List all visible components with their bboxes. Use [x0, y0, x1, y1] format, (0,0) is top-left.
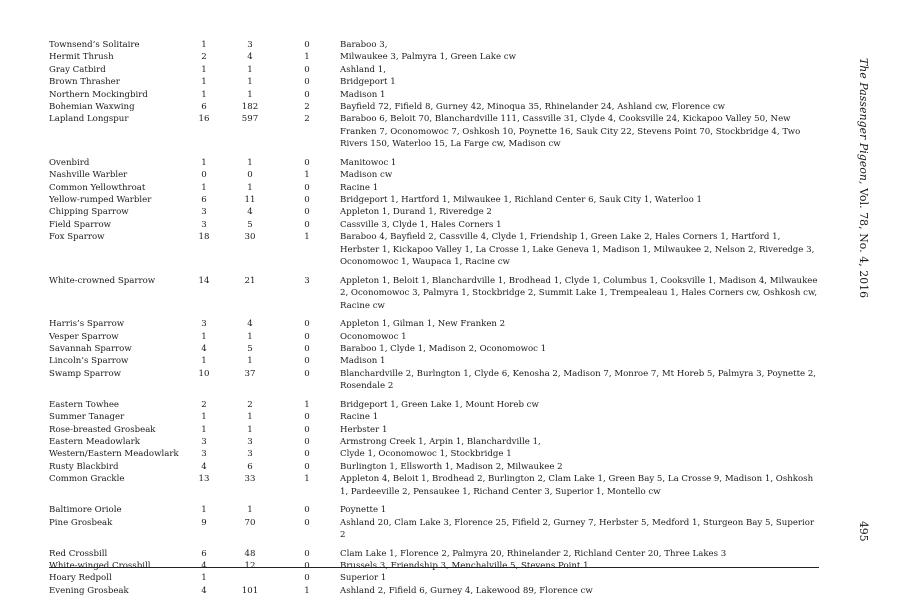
- count-col-2: 3: [247, 436, 253, 447]
- count-col-2: 11: [244, 195, 256, 206]
- species-name: White-winged Crossbill: [49, 560, 151, 571]
- table-row: [49, 473, 819, 498]
- table-row: [49, 504, 819, 516]
- count-col-3: 0: [304, 368, 310, 379]
- count-col-1: 1: [201, 573, 207, 584]
- count-col-2: 1: [247, 77, 253, 88]
- species-name: Field Sparrow: [49, 219, 112, 230]
- table-row: [49, 399, 819, 411]
- table-row: [49, 343, 819, 355]
- count-col-1: 6: [201, 548, 207, 559]
- table-row: [49, 113, 819, 150]
- count-col-1: 0: [201, 170, 207, 181]
- locations-cell: Manitowoc 1: [340, 157, 397, 168]
- species-name: Yellow-rumped Warbler: [49, 195, 152, 206]
- count-col-3: 1: [304, 585, 310, 596]
- table-row: [49, 169, 819, 181]
- count-col-3: 0: [304, 319, 310, 330]
- species-name: Common Yellowthroat: [49, 182, 146, 193]
- species-name: White-crowned Sparrow: [49, 275, 156, 286]
- count-col-2: 1: [247, 89, 253, 100]
- count-col-3: 0: [304, 207, 310, 218]
- species-name: Townsend’s Solitaire: [49, 40, 140, 50]
- species-name: Brown Thrasher: [49, 77, 120, 88]
- species-name: Evening Grosbeak: [49, 585, 129, 596]
- species-name: Western/Eastern Meadowlark: [49, 449, 179, 460]
- locations-cell: Madison cw: [340, 170, 393, 181]
- species-name: Pine Grosbeak: [49, 517, 113, 528]
- count-col-2: 5: [247, 219, 253, 230]
- count-col-1: 3: [201, 449, 207, 460]
- locations-cell: Armstrong Creek 1, Arpin 1, Blanchardville 1,: [340, 436, 541, 447]
- table-row: [49, 51, 819, 63]
- count-col-2: 101: [241, 585, 259, 596]
- locations-cell: Bridgeport 1, Green Lake 1, Mount Horeb cw: [340, 399, 539, 410]
- table-row: [49, 331, 819, 343]
- count-col-2: 1: [247, 64, 253, 75]
- table-row: [49, 517, 819, 542]
- count-col-2: 4: [247, 319, 253, 330]
- count-col-3: 0: [304, 343, 310, 354]
- species-name: Savannah Sparrow: [49, 343, 132, 354]
- count-col-3: 1: [304, 399, 310, 410]
- table-row: [49, 89, 819, 101]
- count-col-1: 1: [201, 505, 207, 516]
- species-name: Ovenbird: [49, 157, 90, 168]
- species-name: Rose-breasted Grosbeak: [49, 424, 156, 435]
- table-bottom-rule: [49, 567, 819, 568]
- count-col-1: 4: [201, 560, 207, 571]
- count-col-3: 0: [304, 449, 310, 460]
- running-head: [857, 58, 870, 298]
- species-name: Northern Mockingbird: [49, 89, 148, 100]
- table-row: [49, 206, 819, 218]
- count-col-3: 0: [304, 424, 310, 435]
- locations-cell: Bayfield 72, Fifield 8, Gurney 42, Minoqua 35, Rhinelander 24, Ashland cw, Florence cw: [340, 102, 726, 113]
- species-name: Lincoln’s Sparrow: [49, 356, 129, 367]
- count-col-2: 1: [247, 412, 253, 423]
- locations-cell: Poynette 1: [340, 505, 387, 516]
- count-col-3: 0: [304, 461, 310, 472]
- count-col-3: 1: [304, 474, 310, 485]
- count-col-3: 0: [304, 157, 310, 168]
- count-col-1: 10: [198, 368, 210, 379]
- table-row: [49, 194, 819, 206]
- table-row: [49, 39, 819, 51]
- count-col-1: 14: [198, 275, 210, 286]
- locations-cell: Blanchardville 2, Burlngton 1, Clyde 6, Kenosha 2, Madison 7, Monroe 7, Mt Horeb 5, Palmyra 3, Poynette 2, Rosendale 2: [340, 368, 817, 392]
- count-col-3: 0: [304, 77, 310, 88]
- species-name: Baltimore Oriole: [49, 505, 122, 516]
- count-col-3: 0: [304, 436, 310, 447]
- count-col-2: 70: [244, 517, 256, 528]
- locations-cell: Clam Lake 1, Florence 2, Palmyra 20, Rhinelander 2, Richland Center 20, Three Lakes 3: [340, 548, 727, 559]
- locations-cell: Burlington 1, Ellsworth 1, Madison 2, Milwaukee 2: [340, 461, 563, 472]
- locations-cell: Madison 1: [340, 89, 386, 100]
- count-col-2: 1: [247, 356, 253, 367]
- species-name: Harris’s Sparrow: [49, 319, 125, 330]
- locations-cell: Appleton 4, Beloit 1, Brodhead 2, Burlington 2, Clam Lake 1, Green Bay 5, La Crosse 9, Madison 1, Oshkosh 1, Pardeeville 2, Pensaukee 1, Richand Center 3, Superior 1, Montello cw: [340, 474, 814, 497]
- count-col-1: 2: [201, 399, 207, 410]
- count-col-1: 1: [201, 412, 207, 423]
- locations-cell: Baraboo 1, Clyde 1, Madison 2, Oconomowoc 1: [340, 343, 547, 354]
- count-col-3: 0: [304, 195, 310, 206]
- species-table: [49, 39, 819, 597]
- count-col-1: 2: [201, 52, 207, 63]
- locations-cell: Baraboo 4, Bayfield 2, Cassville 4, Clyde 1, Friendship 1, Green Lake 2, Hales Corners 1, Hartford 1, Herbster 1, Kickapoo Valley 1, La Crosse 1, Lake Geneva 1, Madison 1, Milwaukee 2, Nelson 2, Riveredge 3, Oconomowoc 1, Waupaca 1, Racine cw: [340, 232, 815, 268]
- count-col-3: 1: [304, 170, 310, 181]
- locations-cell: Baraboo 3,: [340, 40, 388, 50]
- table-row: [49, 64, 819, 76]
- journal-title: The Passenger Pigeon,: [857, 58, 870, 185]
- count-col-2: 5: [247, 343, 253, 354]
- count-col-2: 37: [244, 368, 256, 379]
- species-name: Eastern Towhee: [49, 399, 120, 410]
- table-row: [49, 585, 819, 597]
- species-name: Chipping Sparrow: [49, 207, 129, 218]
- table-row: [49, 355, 819, 367]
- count-col-2: 1: [247, 182, 253, 193]
- count-col-1: 3: [201, 219, 207, 230]
- locations-cell: Baraboo 6, Beloit 70, Blanchardville 111, Cassville 31, Clyde 4, Cooksville 24, Kickapoo Valley 50, New Franken 7, Oconomowoc 7, Oshkosh 10, Poynette 16, Sauk City 22, Stevens Point 70, Stockbridge 4, Two Rivers 150, Waterloo 15, La Farge cw, Madison cw: [340, 114, 801, 150]
- locations-cell: Superior 1: [340, 573, 387, 584]
- table-row: [49, 436, 819, 448]
- locations-cell: Milwaukee 3, Palmyra 1, Green Lake cw: [340, 52, 516, 63]
- table-row: [49, 182, 819, 194]
- species-name: Eastern Meadowlark: [49, 436, 140, 447]
- count-col-2: 2: [247, 399, 253, 410]
- count-col-1: 3: [201, 436, 207, 447]
- species-name: Summer Tanager: [49, 412, 125, 423]
- locations-cell: Ashland 1,: [340, 64, 386, 75]
- count-col-2: 6: [247, 461, 253, 472]
- count-col-2: 1: [247, 505, 253, 516]
- count-col-3: 0: [304, 573, 310, 584]
- table-row: [49, 318, 819, 330]
- count-col-2: 597: [241, 114, 259, 125]
- count-col-1: 6: [201, 195, 207, 206]
- locations-cell: Appleton 1, Durand 1, Riveredge 2: [340, 207, 492, 218]
- count-col-1: 1: [201, 157, 207, 168]
- count-col-3: 0: [304, 64, 310, 75]
- count-col-1: 13: [198, 474, 210, 485]
- species-name: Gray Catbird: [49, 64, 106, 75]
- species-name: Fox Sparrow: [49, 232, 105, 243]
- count-col-1: 9: [201, 517, 207, 528]
- count-col-2: 4: [247, 52, 253, 63]
- count-col-3: 0: [304, 560, 310, 571]
- species-name: Hoary Redpoll: [49, 573, 112, 584]
- count-col-3: 1: [304, 52, 310, 63]
- count-col-2: 182: [241, 102, 259, 113]
- species-name: Lapland Longspur: [49, 114, 129, 125]
- count-col-3: 0: [304, 331, 310, 342]
- count-col-1: 1: [201, 356, 207, 367]
- count-col-3: 2: [304, 102, 310, 113]
- count-col-2: 12: [244, 560, 256, 571]
- species-name: Red Crossbill: [49, 548, 108, 559]
- locations-cell: Bridgeport 1: [340, 77, 396, 88]
- count-col-3: 0: [304, 505, 310, 516]
- count-col-2: 0: [247, 170, 253, 181]
- table-row: [49, 101, 819, 113]
- count-col-1: 4: [201, 343, 207, 354]
- locations-cell: Clyde 1, Oconomowoc 1, Stockbridge 1: [340, 449, 512, 460]
- locations-cell: Racine 1: [340, 412, 379, 423]
- table-row: [49, 231, 819, 268]
- count-col-3: 0: [304, 517, 310, 528]
- table-row: [49, 572, 819, 584]
- locations-cell: Oconomowoc 1: [340, 331, 407, 342]
- species-name: Swamp Sparrow: [49, 368, 122, 379]
- count-col-1: 1: [201, 182, 207, 193]
- count-col-3: 0: [304, 548, 310, 559]
- count-col-3: 0: [304, 412, 310, 423]
- locations-cell: Ashland 20, Clam Lake 3, Florence 25, Fifield 2, Gurney 7, Herbster 5, Medford 1, Sturgeon Bay 5, Superior 2: [340, 517, 815, 540]
- table-row: [49, 275, 819, 312]
- count-col-2: 1: [247, 157, 253, 168]
- count-col-2: 33: [244, 474, 256, 485]
- count-col-1: 3: [201, 319, 207, 330]
- page-number: 495: [857, 521, 870, 542]
- count-col-3: 0: [304, 40, 310, 50]
- species-name: Nashville Warbler: [49, 170, 128, 181]
- count-col-3: 1: [304, 232, 310, 243]
- journal-issue: Vol. 78, No. 4, 2016: [857, 188, 870, 299]
- count-col-1: 1: [201, 331, 207, 342]
- count-col-3: 0: [304, 356, 310, 367]
- locations-cell: Racine 1: [340, 182, 379, 193]
- table-row: [49, 548, 819, 560]
- table-row: [49, 157, 819, 169]
- count-col-1: 6: [201, 102, 207, 113]
- count-col-1: 1: [201, 424, 207, 435]
- locations-cell: Herbster 1: [340, 424, 388, 435]
- locations-cell: Cassville 3, Clyde 1, Hales Corners 1: [340, 219, 502, 230]
- count-col-1: 1: [201, 77, 207, 88]
- locations-cell: Madison 1: [340, 356, 386, 367]
- count-col-3: 0: [304, 182, 310, 193]
- count-col-1: 1: [201, 64, 207, 75]
- count-col-2: 1: [247, 331, 253, 342]
- count-col-1: 4: [201, 461, 207, 472]
- count-col-2: 3: [247, 40, 253, 50]
- count-col-1: 3: [201, 207, 207, 218]
- count-col-3: 3: [304, 275, 310, 286]
- locations-cell: Brussels 3, Friendship 3, Menchalville 5, Stevens Point 1: [340, 560, 589, 571]
- count-col-2: 3: [247, 449, 253, 460]
- table-row: [49, 461, 819, 473]
- locations-cell: Bridgeport 1, Hartford 1, Milwaukee 1, Richland Center 6, Sauk City 1, Waterloo 1: [340, 195, 702, 206]
- count-col-1: 16: [198, 114, 210, 125]
- count-col-3: 0: [304, 219, 310, 230]
- count-col-3: 0: [304, 89, 310, 100]
- count-col-2: 4: [247, 207, 253, 218]
- count-col-1: 18: [198, 232, 210, 243]
- species-name: Hermit Thrush: [49, 52, 114, 63]
- count-col-1: 1: [201, 89, 207, 100]
- table-row: [49, 424, 819, 436]
- count-col-3: 2: [304, 114, 310, 125]
- table-row: [49, 448, 819, 460]
- count-col-2: 30: [244, 232, 256, 243]
- count-col-2: 48: [244, 548, 256, 559]
- species-name: Vesper Sparrow: [49, 331, 119, 342]
- count-col-1: 4: [201, 585, 207, 596]
- count-col-2: 1: [247, 424, 253, 435]
- count-col-1: 1: [201, 40, 207, 50]
- table-row: [49, 368, 819, 393]
- table-row: [49, 76, 819, 88]
- species-name: Common Grackle: [49, 474, 125, 485]
- species-name: Rusty Blackbird: [49, 461, 119, 472]
- locations-cell: Appleton 1, Beloit 1, Blanchardville 1, Brodhead 1, Clyde 1, Columbus 1, Cooksville 1, Madison 4, Milwaukee 2, Oconomowoc 3, Palmyra 1, Stockbridge 2, Summit Lake 1, Trempealeau 1, Hales Corners cw, Oshkosh cw, Racine cw: [340, 275, 818, 311]
- locations-cell: Ashland 2, Fifield 6, Gurney 4, Lakewood 89, Florence cw: [340, 585, 593, 596]
- table-row: [49, 411, 819, 423]
- count-col-2: 21: [244, 275, 256, 286]
- species-name: Bohemian Waxwing: [49, 102, 135, 113]
- locations-cell: Appleton 1, Gilman 1, New Franken 2: [340, 319, 506, 330]
- table-row: [49, 219, 819, 231]
